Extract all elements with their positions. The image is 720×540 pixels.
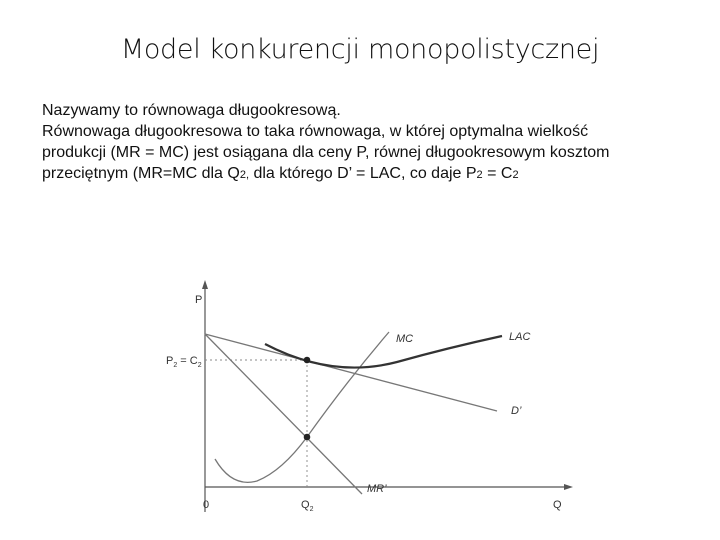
long-run-equilibrium-diagram (157, 276, 577, 526)
body-line-4 (42, 163, 692, 186)
body-line-4-part-b: dla którego D’ = LAC, co daje P (249, 165, 477, 182)
y-axis-label: P (195, 294, 203, 306)
c2-subscript: 2 (512, 169, 519, 181)
body-line-1: Nazywamy to równowaga długookresową. (42, 102, 341, 119)
mc-label: MC (396, 333, 414, 345)
q2-subscript: 2, (239, 169, 250, 181)
body-line-4-part-a: przeciętnym (MR=MC dla Q (42, 165, 240, 182)
price-label: $P_2 = C_2$ (166, 355, 202, 369)
body-line-3: produkcji (MR = MC) jest osiągana dla ceny P, równej długookresowym kosztom (42, 144, 610, 161)
marginal-revenue-label: MR’ (367, 483, 387, 495)
equilibrium-point-mr-mc (304, 434, 311, 441)
y-axis-arrow (202, 280, 208, 289)
x-axis-label: Q (553, 499, 562, 511)
demand-curve (205, 334, 497, 411)
quantity-label: $Q_2$ (301, 499, 314, 513)
marginal-cost-curve (215, 332, 389, 482)
lac-curve (265, 336, 502, 368)
x-axis-arrow (564, 484, 573, 490)
p2-subscript: 2 (476, 169, 483, 181)
body-line-2: Równowaga długookresowa to taka równowaga, w której optymalna wielkość (42, 123, 589, 140)
marginal-revenue-curve (205, 334, 362, 494)
equilibrium-point-price (304, 357, 311, 364)
slide-title: Model konkurencji monopolistycznej (120, 34, 600, 65)
slide-body-text (42, 100, 692, 186)
lac-label: LAC (509, 331, 531, 343)
origin-label: 0 (203, 499, 210, 511)
body-line-4-part-c: = C (482, 165, 513, 182)
demand-label: D’ (511, 405, 522, 417)
